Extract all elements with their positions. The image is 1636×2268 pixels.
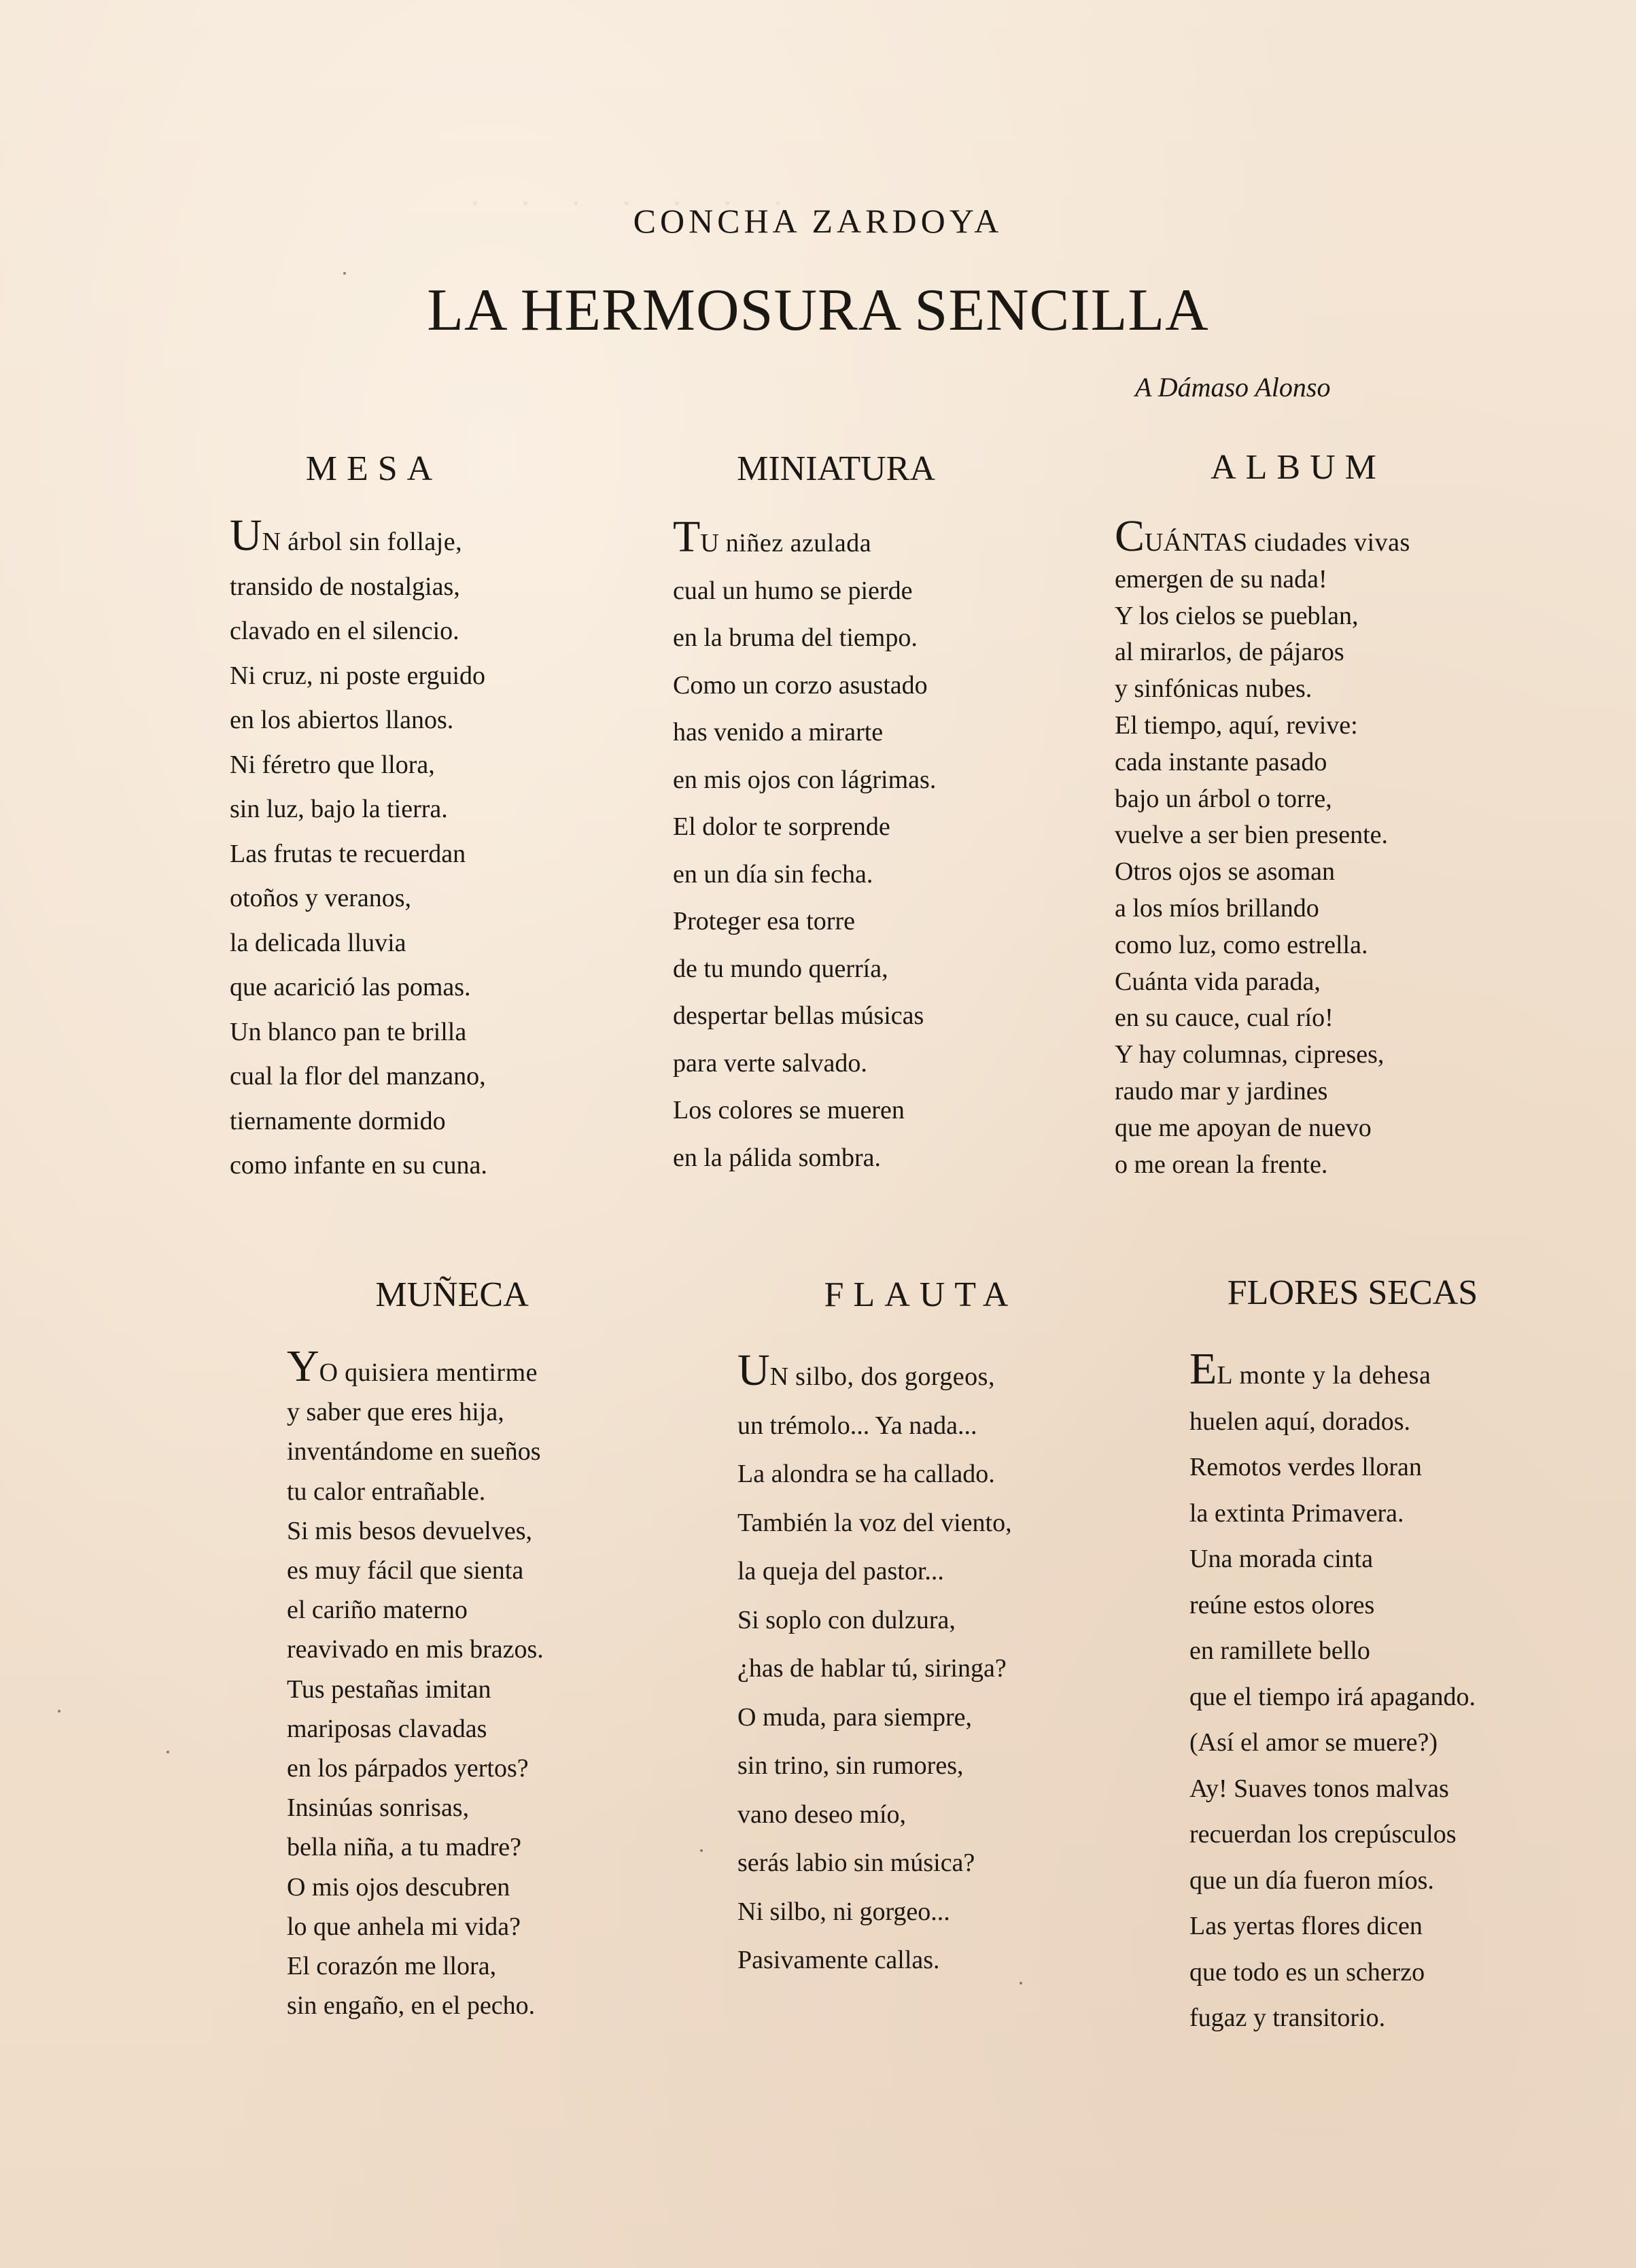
poem-line: transido de nostalgias, [230,572,460,601]
poem-line: en ramillete bello [1189,1636,1370,1665]
poem-line: Pasivamente callas. [737,1946,940,1974]
poem-line: ¿has de hablar tú, siringa? [737,1654,1007,1683]
first-line-text: ciudades vivas [1247,528,1410,557]
first-word-rest: L [1217,1361,1233,1390]
drop-cap: U [230,511,262,560]
poem-line: Insinúas sonrisas, [287,1793,470,1823]
dedication: A Dámaso Alonso [1135,372,1331,402]
poem-miniatura [673,512,1081,1182]
first-word-rest: N [262,528,281,556]
poem-heading-album: ALBUM [1211,448,1386,487]
poem-line: otoños y veranos, [230,884,412,912]
poem-line: la delicada lluvia [230,928,406,957]
poem-line: tiernamente dormido [230,1106,446,1135]
poem-line: la extinta Primavera. [1189,1498,1404,1528]
first-word-rest: U [700,529,719,557]
poem-line: que me apoyan de nuevo [1115,1113,1372,1142]
poem-line: sin engaño, en el pecho. [287,1991,536,2021]
poem-line: Como un corzo asustado [673,670,928,700]
poem-heading-flauta: FLAUTA [824,1275,1018,1314]
poem-line: Tus pestañas imitan [287,1674,491,1704]
paper-speck [167,1751,169,1753]
poem-line: Ni silbo, ni gorgeo... [737,1897,950,1926]
first-word-rest: UÁNTAS [1145,528,1248,557]
first-line-text: quisiera mentirme [338,1358,538,1387]
poem-line: en los abiertos llanos. [230,706,454,734]
poem-mesa [230,511,638,1188]
poem-line: O mis ojos descubren [287,1872,510,1902]
poem-first-line [1115,511,1522,562]
author-name: CONCHA ZARDOYA [633,202,1003,240]
poem-line: cada instante pasado [1115,747,1327,776]
page-title: LA HERMOSURA SENCILLA [427,277,1209,343]
poem-line: en la bruma del tiempo. [673,623,918,652]
poem-line: mariposas clavadas [287,1714,487,1743]
poem-line: es muy fácil que sienta [287,1556,524,1585]
poem-line: que un día fueron míos. [1189,1866,1434,1895]
poem-line: O muda, para siempre, [737,1702,973,1732]
drop-cap: E [1189,1344,1217,1394]
poem-first-line [1189,1344,1597,1399]
poem-line: Proteger esa torre [673,907,855,935]
poem-line: Y hay columnas, cipreses, [1115,1040,1385,1069]
poem-line: serás labio sin música? [737,1849,975,1877]
poem-line: Si soplo con dulzura, [737,1605,956,1634]
poem-line: tu calor entrañable. [287,1477,486,1506]
poem-line: el cariño materno [287,1596,468,1625]
poem-line: que todo es un scherzo [1189,1957,1425,1987]
poem-line: sin luz, bajo la tierra. [230,795,448,823]
poem-line: Si mis besos devuelves, [287,1516,532,1545]
poem-line: como infante en su cuna. [230,1151,487,1180]
poem-line: emergen de su nada! [1115,564,1327,594]
poem-first-line [737,1345,1145,1402]
poem-line: reúne estos olores [1189,1590,1375,1619]
poem-line: o me orean la frente. [1115,1150,1328,1179]
poem-heading-mesa: MESA [305,449,442,488]
poem-line: de tu mundo querría, [673,954,888,983]
poem-line: lo que anhela mi vida? [287,1912,521,1941]
first-line-text: silbo, dos gorgeos, [788,1362,995,1391]
poem-line: Cuánta vida parada, [1115,967,1321,996]
poem-line: cual la flor del manzano, [230,1062,486,1090]
poem-line: al mirarlos, de pájaros [1115,638,1344,667]
poem-line: El tiempo, aquí, revive: [1115,710,1358,740]
poem-first-line [287,1341,695,1392]
poem-line: Una morada cinta [1189,1545,1374,1573]
poem-line: y saber que eres hija, [287,1398,504,1427]
paper-speck [343,272,346,275]
poem-line: clavado en el silencio. [230,617,459,645]
poem-flauta [737,1345,1145,1985]
poem-line: un trémolo... Ya nada... [737,1411,977,1440]
poem-line: que acarició las pomas. [230,973,471,1001]
poem-line: Un blanco pan te brilla [230,1017,467,1046]
poem-line: bajo un árbol o torre, [1115,784,1332,813]
poem-line: en un día sin fecha. [673,859,873,889]
first-word-rest: N [769,1362,789,1391]
first-word-rest: O [319,1358,338,1387]
first-line-text: monte y la dehesa [1232,1361,1431,1390]
poem-line: como luz, como estrella. [1115,930,1368,959]
poem-line: en mis ojos con lágrimas. [673,765,937,794]
drop-cap: T [673,512,701,562]
poem-line: Y los cielos se pueblan, [1115,601,1359,630]
poem-album [1115,511,1522,1183]
poem-line: vano deseo mío, [737,1800,907,1829]
poem-line: Las yertas flores dicen [1189,1912,1423,1940]
first-line-text: niñez azulada [718,529,872,557]
poem-heading-muneca: MUÑECA [375,1275,529,1314]
poem-line: También la voz del viento, [737,1508,1012,1537]
poem-muneca [287,1341,695,2025]
poem-line: La alondra se ha callado. [737,1460,995,1488]
poem-line: raudo mar y jardines [1115,1076,1328,1105]
poem-line: cual un humo se pierde [673,576,913,605]
paper-speck [700,1849,703,1852]
poem-line: huelen aquí, dorados. [1189,1407,1411,1436]
poem-line: Las frutas te recuerdan [230,839,466,868]
poem-line: y sinfónicas nubes. [1115,674,1312,704]
poem-line: Otros ojos se asoman [1115,857,1336,887]
poem-line: inventándome en sueños [287,1437,541,1466]
poem-line: fugaz y transitorio. [1189,2004,1386,2032]
poem-line: bella niña, a tu madre? [287,1833,522,1862]
poem-flores-secas [1189,1344,1597,2042]
poem-line: en los párpados yertos? [287,1754,529,1783]
paper-speck [58,1710,60,1713]
poem-line: la queja del pastor... [737,1557,944,1585]
poem-line: a los míos brillando [1115,893,1319,923]
poem-line: reavivado en mis brazos. [287,1635,544,1664]
drop-cap: C [1115,511,1145,561]
paper-speck [1020,1982,1022,1984]
poem-line: Ni cruz, ni poste erguido [230,661,486,690]
poem-line: Ay! Suaves tonos malvas [1189,1774,1449,1803]
poem-first-line [230,511,638,565]
poem-line: para verte salvado. [673,1048,867,1078]
drop-cap: U [737,1345,770,1395]
poem-first-line [673,512,1081,568]
first-line-text: árbol sin follaje, [281,528,463,556]
poem-line: Los colores se mueren [673,1096,905,1124]
poem-line: en la pálida sombra. [673,1143,882,1172]
poem-line: en su cauce, cual río! [1115,1003,1334,1033]
drop-cap: Y [287,1341,319,1391]
poem-line: (Así el amor se muere?) [1189,1728,1438,1757]
poem-line: Remotos verdes lloran [1189,1453,1422,1481]
poem-heading-miniatura: MINIATURA [737,449,935,488]
poem-line: El corazón me llora, [287,1952,497,1981]
poem-line: vuelve a ser bien presente. [1115,821,1388,850]
poem-line: que el tiempo irá apagando. [1189,1682,1476,1711]
poem-line: despertar bellas músicas [673,1001,924,1030]
poem-line: Ni féretro que llora, [230,750,435,779]
poem-line: has venido a mirarte [673,718,884,746]
poem-line: recuerdan los crepúsculos [1189,1820,1457,1849]
poem-line: El dolor te sorprende [673,812,890,841]
reverse-side-bleed-through: · · · · · · · [469,184,799,223]
poem-heading-flores-secas: FLORES SECAS [1227,1273,1478,1312]
poem-line: sin trino, sin rumores, [737,1751,964,1780]
